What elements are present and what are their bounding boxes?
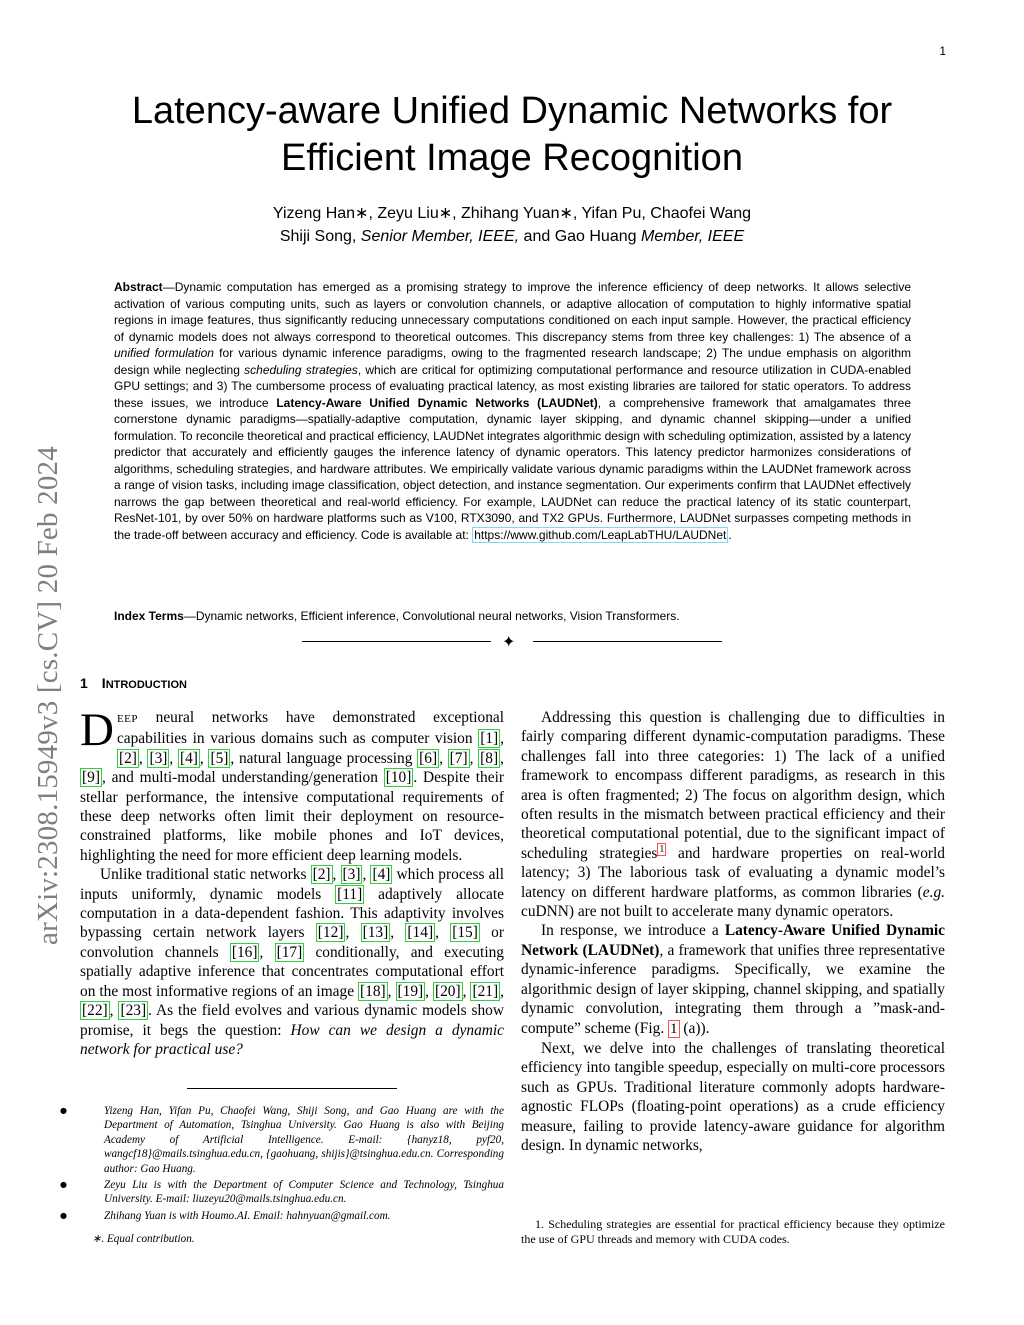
body-text: which process all inputs uniformly, dynamic models (80, 866, 504, 903)
citation-link[interactable]: [12] (317, 924, 344, 942)
abstract (114, 279, 911, 543)
affiliation-item (60, 1104, 504, 1176)
citation-link[interactable]: [11] (337, 885, 363, 903)
citation-link[interactable]: [3] (149, 749, 168, 767)
citation-link[interactable]: [23] (120, 1002, 147, 1020)
section-heading-introduction (80, 675, 187, 691)
citation-link[interactable]: [10] (385, 769, 412, 787)
author-membership: Member, IEEE (640, 228, 745, 245)
abstract-text: , a comprehensive framework that amalgamates three cornerstone dynamic paradigms—spatially-adaptive computation, dynamic layer skipping, and dynamic channel skipping—under a unified formulation. To reconcile theoretical and practical efficiency, LAUDNet integrates algorithmic design with scheduling optimization, assisted by a latency predictor that accurately and efficiently gauges the inference latency of dynamic operators. This latency predictor harmonizes considerations of algorithms, scheduling strategies, and hardware attributes. We empirically validate various dynamic paradigms within the LAUDNet framework across a range of vision tasks, including image classification, object detection, and instance segmentation. Our experiments confirm that LAUDNet effectively narrows the gap between theoretical and real-world efficiency. For example, LAUDNet can reduce the practical latency of its static counterpart, ResNet-101, by over 50% on hardware platforms such as V100, RTX3090, and TX2 GPUs. Furthermore, LAUDNet surpasses competing methods in the trade-off between accuracy and efficiency. Code is available at: (114, 395, 911, 542)
right-column (521, 708, 945, 1155)
citation-link[interactable]: [16] (231, 943, 258, 961)
arxiv-identifier: arXiv:2308.15949v3 [cs.CV] 20 Feb 2024 (32, 446, 64, 945)
body-text: . As the field evolves and various dynamic models show promise, it begs the question: (80, 1002, 504, 1039)
citation-link[interactable]: [21] (472, 982, 499, 1000)
drop-cap: D (80, 704, 114, 756)
body-text: (a)). (679, 1019, 710, 1037)
citation-link[interactable]: [6] (419, 749, 438, 767)
body-text: , a framework that unifies three representative dynamic-inference paradigms. Specifically, we examine the algorithmic design of layer skipping, channel skipping, and spatially dynamic convolution, integrating them through a ”mask-and-compute” scheme (Fig. (521, 941, 945, 1037)
title-line-2: Efficient Image Recognition (281, 137, 743, 179)
citation-link[interactable]: [5] (210, 749, 229, 767)
figure-ref-link[interactable]: 1 (670, 1020, 678, 1037)
citation-link[interactable]: [19] (397, 982, 424, 1000)
intro-paragraph-2: Unlike traditional static networks [2] , [3] , [4] which process all inputs uniformly, dynamic models [11] adaptively allocate computation in a data-dependent fashion. This adaptivity involves bypassing certain network layers [12] , [13] , [14] , [15] or convolution channels [16] , [17] conditionally, and executing spatially adaptive inference that concentrates computational effort on the most informative regions of an image [18] , [19] , [20] , [21] , [22] , [23] . As the field evolves and various dynamic models show promise, it begs the question: How can we design a dynamic network for practical use? (80, 866, 505, 1058)
abstract-emphasis: scheduling strategies (244, 362, 358, 377)
divider-line-left (302, 641, 491, 642)
body-text: Unlike traditional static networks (100, 866, 311, 884)
citation-link[interactable]: [7] (449, 749, 468, 767)
body-text: conditionally, and executing spatially adaptive inference that concentrates computational effort on the most informative regions of an image (80, 943, 504, 1000)
divider-star-icon: ✦ (502, 632, 516, 651)
body-text: . Despite their stellar performance, the intensive computational requirements of these deep networks often limit their deployment on resource-constrained platforms, like mobile phones and IoT devices, highlighting the need for more efficient deep learning models. (80, 769, 504, 864)
intro-paragraph-3 (521, 708, 945, 921)
citation-link[interactable]: [22] (82, 1002, 108, 1020)
citation-link[interactable]: [18] (360, 982, 386, 1000)
author-membership: Senior Member, IEEE, (360, 228, 520, 245)
research-question: How can we design a dynamic network for practical use? (80, 1021, 505, 1058)
abstract-bold: Latency-Aware Unified Dynamic Networks (LAUDNet) (276, 395, 598, 410)
body-text: cuDNN) are not built to accelerate many dynamic operators. (521, 903, 894, 921)
footnote: 1. Scheduling strategies are essential for practical efficiency because they optimize the use of GPU threads and memory with CUDA codes. (521, 1217, 945, 1246)
citation-link[interactable]: [9] (82, 769, 100, 787)
equal-contribution-note: ∗. Equal contribution. (92, 1233, 195, 1246)
section-number: 1 (80, 675, 88, 691)
body-emphasis: e.g. (922, 883, 945, 901)
citation-link[interactable]: [2] (118, 749, 137, 767)
bullet-icon: ● (60, 1210, 67, 1220)
section-divider (302, 632, 722, 652)
index-terms-label: Index Terms (114, 609, 184, 623)
left-column (80, 704, 505, 1059)
affiliation-text: Yizeng Han, Yifan Pu, Chaofei Wang, Shiji Song, and Gao Huang are with the Department of Automation, Tsinghua University. Gao Huang is also with Beijing Academy of Artificial Intelligence. E-mail: {hanyz18, pyf20, wangcf18}@mails.tsinghua.edu.cn, {gaohuang, shijis}@tsinghua.edu.cn. Corresponding author: Gao Huang. (104, 1105, 504, 1175)
citation-link[interactable]: [4] (372, 866, 391, 884)
intro-paragraph-5: Next, we delve into the challenges of translating theoretical efficiency into tangible speedup, especially on multi-core processors such as GPUs. Traditional literature commonly adopts hardware-agnostic FLOPs (floating-point operations) as a crude efficiency measure, failing to provide latency-aware guidance for algorithm design. In dynamic networks, (521, 1039, 945, 1154)
body-text: or convolution channels (80, 924, 505, 961)
paper-title (96, 88, 928, 182)
citation-link[interactable]: [1] (480, 730, 499, 748)
citation-link[interactable]: [13] (362, 924, 389, 942)
page-number: 1 (939, 44, 946, 58)
body-text: Addressing this question is challenging due to difficulties in fairly comparing different dynamic-computation paradigms. These challenges fall into three categories: 1) The lack of a unified framework to encompass different paradigms, as research in this area is often fragmented; 2) The focus on algorithm design, which often results in the mismatch between practical efficiency and their theoretical computational potential, due to the significant impact of scheduling strategies (521, 709, 945, 862)
body-text: In response, we introduce a (541, 922, 725, 940)
affiliation-item (60, 1178, 504, 1207)
divider-line-right (533, 641, 722, 642)
citation-link[interactable]: [8] (480, 749, 499, 767)
title-line-1: Latency-aware Unified Dynamic Networks for (131, 90, 893, 132)
citation-link[interactable]: [4] (179, 749, 198, 767)
body-bold: Latency-Aware Unified Dynamic Network (LAUDNet) (521, 922, 945, 959)
author-text: and Gao Huang (523, 228, 637, 245)
citation-link[interactable]: [14] (407, 924, 434, 942)
small-caps-text: EEP (116, 713, 139, 725)
author-list (96, 202, 928, 248)
abstract-text: for various dynamic inference paradigms, owing to the fragmented research landscape; 2) The undue emphasis on algorithm design while neglecting (114, 346, 911, 377)
body-text: , natural language processing (230, 749, 418, 767)
abstract-text: . (728, 527, 732, 542)
citation-link[interactable]: [3] (342, 866, 361, 884)
index-terms-text: —Dynamic networks, Efficient inference, Convolutional neural networks, Vision Transformers. (183, 609, 680, 623)
abstract-text: , which are critical for optimizing computational performance and resource utilization in CUDA-enabled GPU settings; and 3) The cumbersome process of evaluating practical latency, as most existing libraries are tailored for static operators. To address these issues, we introduce (114, 362, 912, 410)
body-text: adaptively allocate computation in a data-dependent fashion. This adaptivity involves bypassing certain network layers (80, 885, 504, 942)
citation-link[interactable]: [20] (434, 982, 461, 1000)
bullet-icon: ● (60, 1106, 67, 1115)
footnote-ref-link[interactable]: 1 (659, 843, 665, 855)
section-title-rest: NTRODUCTION (105, 679, 187, 691)
footnote-rule (187, 1088, 397, 1089)
abstract-emphasis: unified formulation (114, 346, 214, 360)
authors-line-2 (96, 225, 928, 248)
author-affiliations (60, 1104, 504, 1247)
abstract-label: Abstract (114, 280, 163, 294)
affiliation-text: Zeyu Liu is with the Department of Computer Science and Technology, Tsinghua University. E-mail: liuzeyu20@mails.tsinghua.edu.cn. (104, 1179, 504, 1206)
intro-paragraph-4 (521, 921, 945, 1038)
intro-paragraph-1: DEEP neural networks have demonstrated exceptional capabilities in various domains such as computer vision [1] , [2] , [3] , [4] , [5] , natural language processing [6] , [7] , [8] , [9] , and multi-modal understanding/generation [10] . Despite their stellar performance, the intensive computational requirements of these deep networks often limit their deployment on resource-constrained platforms, like mobile phones and IoT devices, highlighting the need for more efficient deep learning models. (80, 704, 504, 864)
body-text: , and multi-modal understanding/generation (101, 769, 384, 787)
citation-link[interactable]: [2] (312, 866, 331, 884)
code-link[interactable]: https://www.github.com/LeapLabTHU/LAUDNet (474, 527, 727, 542)
authors-line-1: Yizeng Han∗, Zeyu Liu∗, Zhihang Yuan∗, Yifan Pu, Chaofei Wang (272, 205, 752, 222)
body-text: neural networks have demonstrated exceptional capabilities in various domains such as computer vision (116, 709, 504, 748)
body-text: and hardware properties on real-world latency; 3) The laborious task of evaluating a dynamic model’s latency on different hardware platforms, as common libraries ( (521, 844, 945, 901)
affiliation-item (60, 1209, 504, 1223)
index-terms (114, 609, 911, 623)
section-title-initial: I (101, 675, 106, 691)
bullet-icon: ● (60, 1180, 67, 1190)
affiliation-text: Zhihang Yuan is with Houmo.AI. Email: hahnyuan@gmail.com. (104, 1209, 391, 1222)
author-text: Shiji Song, (279, 228, 357, 245)
abstract-text: —Dynamic computation has emerged as a promising strategy to improve the inference efficiency of deep networks. It allows selective activation of various computing units, such as layers or convolution channels, or adaptive allocation of computation to highly informative spatial regions in image features, thus significantly reducing unnecessary computations conditioned on each input sample. However, the practical efficiency of dynamic models does not always correspond to theoretical outcomes. This discrepancy stems from three key challenges: 1) The absence of a (114, 280, 911, 344)
citation-link[interactable]: [15] (452, 924, 478, 942)
citation-link[interactable]: [17] (276, 943, 303, 961)
